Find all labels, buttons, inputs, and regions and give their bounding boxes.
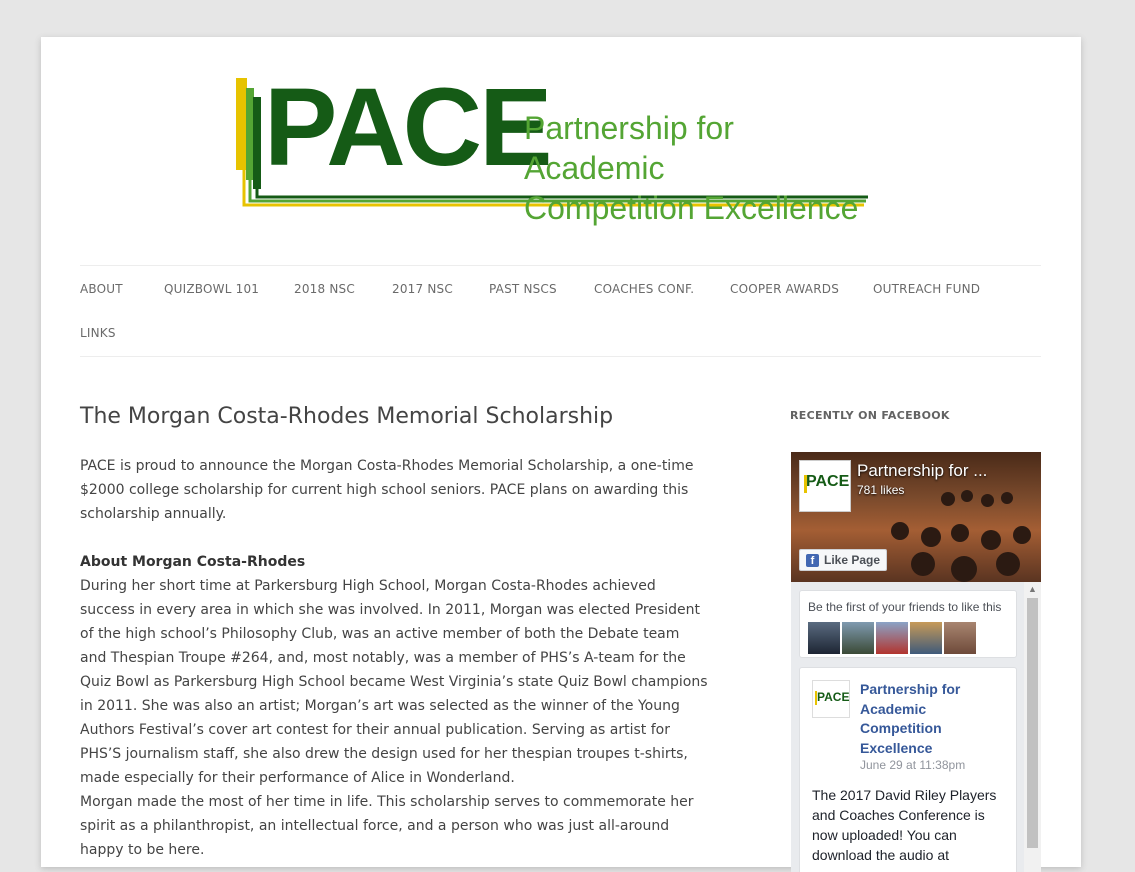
about-section xyxy=(80,550,710,790)
fb-post-date[interactable]: June 29 at 11:38pm xyxy=(860,758,966,772)
friend-avatar[interactable] xyxy=(842,622,874,654)
fb-like-label: Like Page xyxy=(824,553,881,567)
fb-page-name[interactable]: Partnership for ... xyxy=(857,461,988,480)
logo-subtitle-line1: Partnership for Academic xyxy=(524,110,734,186)
main-navigation xyxy=(80,265,1041,357)
fb-post-card xyxy=(799,667,1017,872)
nav-item-coaches-conf[interactable]: COACHES CONF. xyxy=(594,282,695,296)
fb-avatar-text: PACE xyxy=(806,473,850,490)
page-title: The Morgan Costa-Rhodes Memorial Scholarship xyxy=(80,404,614,429)
fb-post-author[interactable]: Partnership for Academic Competition Excellence xyxy=(860,681,961,756)
article-intro: PACE is proud to announce the Morgan Costa-Rhodes Memorial Scholarship, a one-time $2000 college scholarship for current high school seniors. PACE plans on awarding this scholarship annually. xyxy=(80,458,694,522)
nav-item-quizbowl-101[interactable]: QUIZBOWL 101 xyxy=(164,282,260,296)
nav-item-cooper-awards[interactable]: COOPER AWARDS xyxy=(730,282,840,296)
fb-scrollbar-thumb[interactable] xyxy=(1027,598,1038,848)
about-body: During her short time at Parkersburg High School, Morgan Costa-Rhodes achieved success in every area in which she was involved. In 2011, Morgan was elected President of the high school’s Philosophy Club, was an active member of both the Debate team and Thespian Troupe #264, and, most notably, was a member of PHS’s A-team for the Quiz Bowl as Parkersburg High School became West Virginia’s state Quiz Bowl champions in 2011. She was also an artist; Morgan’s art was selected as the winner of the Young Authors Festival’s cover art contest for their annual publication. Serving as artist for PHS’S journalism staff, she also drew the design used for her thespian troupes t-shirts, made especially for their performance of Alice in Wonderland. xyxy=(80,578,708,786)
nav-item-about[interactable]: ABOUT xyxy=(80,282,123,296)
page-container xyxy=(41,37,1081,867)
fb-post-avatar[interactable] xyxy=(812,680,850,718)
logo-subtitle-line2: Competition Excellence xyxy=(524,190,859,226)
fb-post-avatar-text: PACE xyxy=(817,690,850,704)
nav-item-links[interactable]: LINKS xyxy=(80,326,116,340)
logo-subtitle xyxy=(524,108,876,228)
fb-like-count: 781 likes xyxy=(857,483,905,497)
fb-page-avatar[interactable] xyxy=(799,460,851,512)
fb-friends-card xyxy=(799,590,1017,658)
nav-item-2018-nsc[interactable]: 2018 NSC xyxy=(294,282,355,296)
fb-post-body: The 2017 David Riley Players and Coaches Conference is now uploaded! You can download the audio at xyxy=(812,787,997,863)
site-logo[interactable] xyxy=(236,66,876,226)
logo-acronym: PACE xyxy=(264,66,550,189)
friend-avatar[interactable] xyxy=(944,622,976,654)
nav-item-2017-nsc[interactable]: 2017 NSC xyxy=(392,282,453,296)
facebook-icon: f xyxy=(806,554,819,567)
friend-avatar[interactable] xyxy=(808,622,840,654)
sidebar-heading: RECENTLY ON FACEBOOK xyxy=(790,409,950,422)
friend-avatar[interactable] xyxy=(876,622,908,654)
nav-item-outreach-fund[interactable]: OUTREACH FUND xyxy=(873,282,981,296)
fb-like-page-button[interactable] xyxy=(799,549,887,571)
fb-cover-photo[interactable] xyxy=(791,452,1041,582)
scroll-up-icon[interactable]: ▲ xyxy=(1028,584,1037,594)
article-closing: Morgan made the most of her time in life. This scholarship serves to commemorate her spirit as a philanthropist, an intellectual force, and a person who was just all-around happy to be here. xyxy=(80,794,694,858)
nav-item-past-nscs[interactable]: PAST NSCS xyxy=(489,282,557,296)
about-heading: About Morgan Costa-Rhodes xyxy=(80,554,306,570)
friend-avatar[interactable] xyxy=(910,622,942,654)
fb-friends-text: Be the first of your friends to like this xyxy=(808,600,1002,614)
facebook-widget xyxy=(791,452,1041,872)
